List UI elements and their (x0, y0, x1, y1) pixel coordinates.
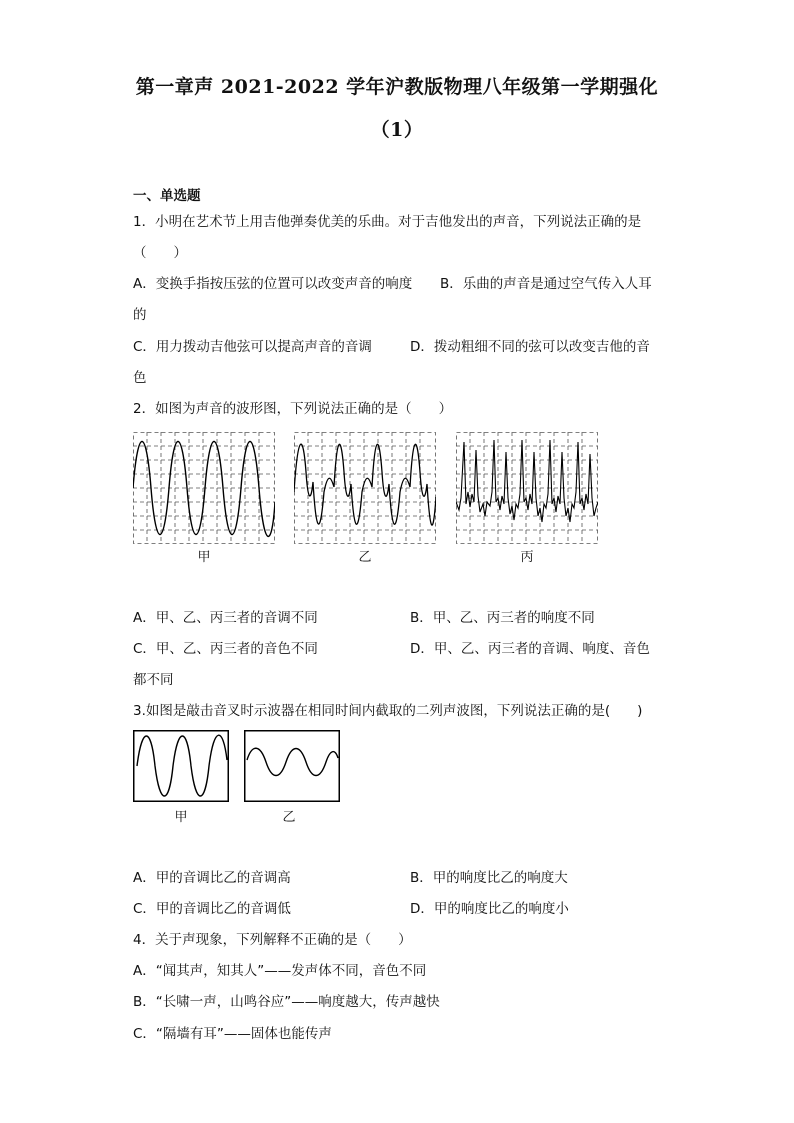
q1-option-d-line1: D．拨动粗细不同的弦可以改变吉他的音 (410, 339, 650, 355)
q2-option-c: C．甲、乙、丙三者的音色不同 (133, 641, 318, 657)
q1-option-d-line2: 色 (133, 370, 147, 386)
q3-caption-jia: 甲 (174, 810, 188, 825)
q4-stem: 4．关于声现象，下列解释不正确的是（ ） (133, 932, 412, 948)
q1-option-c: C．用力拨动吉他弦可以提高声音的音调 (133, 339, 372, 355)
page-title-line2: （1） (370, 119, 424, 141)
q1-option-b-line2: 的 (133, 307, 147, 323)
q1-stem-line2: （ ） (133, 245, 187, 261)
page-title-line1: 第一章声 2021-2022 学年沪教版物理八年级第一学期强化 (135, 76, 659, 98)
q4-option-c: C．“隔墙有耳”——固体也能传声 (133, 1026, 332, 1042)
q3-stem: 3.如图是敲击音叉时示波器在相同时间内截取的二列声波图，下列说法正确的是( ) (133, 703, 643, 719)
q2-option-b: B．甲、乙、丙三者的响度不同 (410, 610, 595, 626)
q3-waveform-jia (133, 730, 229, 802)
q2-caption-jia: 甲 (197, 550, 211, 565)
q2-waveform-bing (456, 432, 598, 544)
q2-option-a: A．甲、乙、丙三者的音调不同 (133, 610, 318, 626)
q3-option-d: D．甲的响度比乙的响度小 (410, 901, 569, 917)
section-heading: 一、单选题 (133, 188, 201, 204)
q2-stem: 2．如图为声音的波形图，下列说法正确的是（ ） (133, 401, 453, 417)
q2-caption-bing: 丙 (520, 550, 534, 565)
q4-option-a: A．“闻其声，知其人”——发声体不同，音色不同 (133, 963, 427, 979)
q2-option-d-line1: D．甲、乙、丙三者的音调、响度、音色 (410, 641, 650, 657)
q3-option-a: A．甲的音调比乙的音调高 (133, 870, 291, 886)
q2-option-d-line2: 都不同 (133, 672, 174, 688)
q1-option-a: A．变换手指按压弦的位置可以改变声音的响度 (133, 276, 413, 292)
q1-stem-line1: 1．小明在艺术节上用吉他弹奏优美的乐曲。对于吉他发出的声音，下列说法正确的是 (133, 214, 642, 230)
q2-waveform-yi (294, 432, 436, 544)
q3-option-b: B．甲的响度比乙的响度大 (410, 870, 568, 886)
q3-option-c: C．甲的音调比乙的音调低 (133, 901, 291, 917)
q4-option-b: B．“长啸一声，山鸣谷应”——响度越大，传声越快 (133, 994, 440, 1010)
q3-caption-yi: 乙 (282, 810, 296, 825)
q2-caption-yi: 乙 (358, 550, 372, 565)
q1-option-b-line1: B．乐曲的声音是通过空气传入人耳 (440, 276, 652, 292)
q2-waveform-jia (133, 432, 275, 544)
q3-waveform-yi (244, 730, 340, 802)
